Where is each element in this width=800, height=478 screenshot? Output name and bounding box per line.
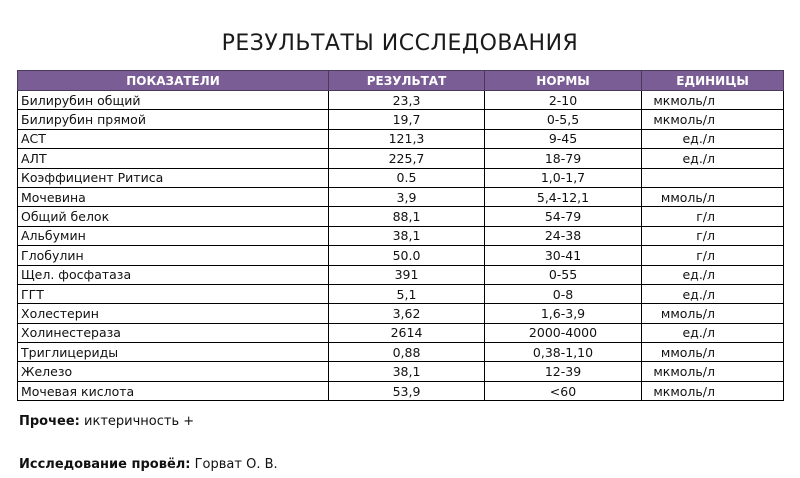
header-row	[18, 71, 784, 91]
cell-unit: ммоль/л	[642, 343, 784, 362]
other-label: Прочее:	[19, 414, 80, 429]
header-norms: НОРМЫ	[485, 71, 642, 91]
cell-norm: 30-41	[485, 246, 642, 265]
table-row	[18, 246, 784, 265]
cell-unit: ед./л	[642, 284, 784, 303]
cell-norm: 2000-4000	[485, 323, 642, 342]
author-label: Исследование провёл:	[19, 457, 191, 472]
table-row	[18, 91, 784, 110]
cell-unit: ед./л	[642, 265, 784, 284]
cell-norm: 1,0-1,7	[485, 168, 642, 187]
cell-norm: 54-79	[485, 207, 642, 226]
table-row	[18, 381, 784, 400]
cell-indicator: Холинестераза	[18, 323, 329, 342]
other-note	[19, 414, 194, 429]
cell-unit: мкмоль/л	[642, 91, 784, 110]
cell-result: 5,1	[329, 284, 485, 303]
cell-result: 391	[329, 265, 485, 284]
cell-result: 0.5	[329, 168, 485, 187]
cell-norm: 0-8	[485, 284, 642, 303]
table-row	[18, 323, 784, 342]
cell-unit: г/л	[642, 246, 784, 265]
cell-norm: 2-10	[485, 91, 642, 110]
cell-result: 225,7	[329, 149, 485, 168]
cell-result: 50.0	[329, 246, 485, 265]
cell-unit: ед./л	[642, 149, 784, 168]
cell-unit: ммоль/л	[642, 187, 784, 206]
author-value: Горват О. В.	[194, 457, 278, 472]
cell-result: 19,7	[329, 110, 485, 129]
table-row	[18, 168, 784, 187]
table-row	[18, 129, 784, 148]
cell-unit: ммоль/л	[642, 304, 784, 323]
cell-norm: 1,6-3,9	[485, 304, 642, 323]
cell-norm: 0-5,5	[485, 110, 642, 129]
table-header	[18, 71, 784, 91]
author-note	[19, 457, 278, 472]
table-row	[18, 207, 784, 226]
cell-result: 3,62	[329, 304, 485, 323]
cell-indicator: Коэффициент Ритиса	[18, 168, 329, 187]
table-row	[18, 265, 784, 284]
cell-indicator: Триглицериды	[18, 343, 329, 362]
cell-indicator: Альбумин	[18, 226, 329, 245]
cell-unit: г/л	[642, 226, 784, 245]
cell-indicator: Общий белок	[18, 207, 329, 226]
table-body	[18, 91, 784, 401]
cell-result: 3,9	[329, 187, 485, 206]
cell-norm: <60	[485, 381, 642, 400]
table-row	[18, 304, 784, 323]
table-row	[18, 110, 784, 129]
cell-unit: мкмоль/л	[642, 110, 784, 129]
cell-norm: 0-55	[485, 265, 642, 284]
table-row	[18, 362, 784, 381]
results-table	[17, 70, 784, 401]
cell-indicator: Мочевина	[18, 187, 329, 206]
cell-norm: 12-39	[485, 362, 642, 381]
cell-indicator: Железо	[18, 362, 329, 381]
cell-indicator: ГГТ	[18, 284, 329, 303]
cell-indicator: АСТ	[18, 129, 329, 148]
cell-result: 88,1	[329, 207, 485, 226]
cell-indicator: Глобулин	[18, 246, 329, 265]
table-row	[18, 149, 784, 168]
cell-indicator: Щел. фосфатаза	[18, 265, 329, 284]
table-row	[18, 187, 784, 206]
table-row	[18, 226, 784, 245]
cell-norm: 18-79	[485, 149, 642, 168]
cell-indicator: АЛТ	[18, 149, 329, 168]
cell-indicator: Мочевая кислота	[18, 381, 329, 400]
table-row	[18, 343, 784, 362]
cell-indicator: Билирубин прямой	[18, 110, 329, 129]
cell-result: 38,1	[329, 226, 485, 245]
cell-result: 53,9	[329, 381, 485, 400]
cell-unit	[642, 168, 784, 187]
cell-result: 121,3	[329, 129, 485, 148]
cell-norm: 0,38-1,10	[485, 343, 642, 362]
cell-unit: ед./л	[642, 323, 784, 342]
other-value: иктеричность +	[84, 414, 195, 429]
cell-unit: мкмоль/л	[642, 381, 784, 400]
page-title: РЕЗУЛЬТАТЫ ИССЛЕДОВАНИЯ	[221, 31, 579, 56]
cell-unit: мкмоль/л	[642, 362, 784, 381]
cell-norm: 24-38	[485, 226, 642, 245]
header-result: РЕЗУЛЬТАТ	[329, 71, 485, 91]
cell-result: 23,3	[329, 91, 485, 110]
header-indicators: ПОКАЗАТЕЛИ	[18, 71, 329, 91]
cell-result: 0,88	[329, 343, 485, 362]
cell-unit: ед./л	[642, 129, 784, 148]
cell-norm: 5,4-12,1	[485, 187, 642, 206]
header-units: ЕДИНИЦЫ	[642, 71, 784, 91]
cell-norm: 9-45	[485, 129, 642, 148]
cell-indicator: Билирубин общий	[18, 91, 329, 110]
cell-result: 2614	[329, 323, 485, 342]
cell-unit: г/л	[642, 207, 784, 226]
table-row	[18, 284, 784, 303]
cell-indicator: Холестерин	[18, 304, 329, 323]
cell-result: 38,1	[329, 362, 485, 381]
